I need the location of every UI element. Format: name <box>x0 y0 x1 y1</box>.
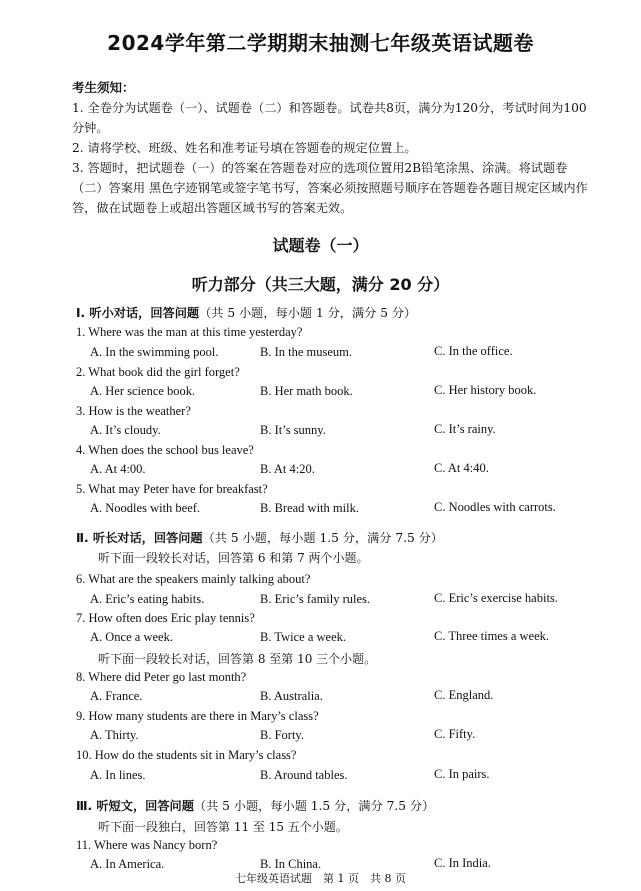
q11-option-c: C. In India. <box>434 856 491 870</box>
q9-option-a: A. Thirty. <box>90 728 139 742</box>
q8-option-b: B. Australia. <box>260 689 323 703</box>
q2-option-c: C. Her history book. <box>434 383 537 397</box>
q8-option-c: C. England. <box>434 688 494 702</box>
question-3: 3. How is the weather? <box>76 404 191 418</box>
q8-option-a: A. France. <box>90 689 143 703</box>
q11-option-b: B. In China. <box>260 857 322 871</box>
question-2: 2. What book did the girl forget? <box>76 365 240 379</box>
q9-option-c: C. Fifty. <box>434 727 476 741</box>
part-1-heading <box>76 304 416 321</box>
q10-option-a: A. In lines. <box>90 768 146 782</box>
part-3-instruction: 听下面一段独白，回答第 11 至 15 五个小题。 <box>98 820 348 834</box>
listening-title: 听力部分（共三大题，满分 20 分） <box>191 275 450 294</box>
q7-option-b: B. Twice a week. <box>260 630 347 644</box>
q6-option-b: B. Eric’s family rules. <box>260 592 371 606</box>
q3-option-c: C. It’s rainy. <box>434 422 496 436</box>
q11-option-a: A. In America. <box>90 857 165 871</box>
q4-option-b: B. At 4:20. <box>260 462 315 476</box>
question-1: 1. Where was the man at this time yesterday? <box>76 325 303 339</box>
part-2-label: Ⅱ. 听长对话，回答问题 <box>76 531 203 545</box>
page-footer: 七年级英语试题 第 1 页 共 8 页 <box>235 872 406 885</box>
q4-option-a: A. At 4:00. <box>90 462 146 476</box>
notice-line-1: 1. 全卷分为试题卷（一）、试题卷（二）和答题卷。试卷共8页，满分为120分，考试时间为100分钟。 <box>72 101 587 135</box>
part-2-score: （共 5 小题，每小题 1.5 分，满分 7.5 分） <box>202 531 443 545</box>
question-4: 4. When does the school bus leave? <box>76 443 254 457</box>
question-5: 5. What may Peter have for breakfast? <box>76 482 268 496</box>
q5-option-a: A. Noodles with beef. <box>90 501 201 515</box>
q6-option-c: C. Eric’s exercise habits. <box>434 591 558 605</box>
question-9: 9. How many students are there in Mary’s class? <box>76 709 319 723</box>
exam-title: 2024学年第二学期期末抽测七年级英语试题卷 <box>107 31 534 55</box>
q9-option-b: B. Forty. <box>260 728 304 742</box>
q4-option-c: C. At 4:40. <box>434 461 489 475</box>
part-3-score: （共 5 小题，每小题 1.5 分，满分 7.5 分） <box>193 799 435 813</box>
q5-option-c: C. Noodles with carrots. <box>434 500 556 514</box>
q10-option-c: C. In pairs. <box>434 767 490 781</box>
q1-option-b: B. In the museum. <box>260 345 353 359</box>
paper-title: 试题卷（一） <box>272 236 369 255</box>
q2-option-a: A. Her science book. <box>90 384 196 398</box>
question-11: 11. Where was Nancy born? <box>76 838 218 852</box>
q7-option-a: A. Once a week. <box>90 630 173 644</box>
q3-option-a: A. It’s cloudy. <box>90 423 161 437</box>
q1-option-c: C. In the office. <box>434 344 513 358</box>
part-1-score: （共 5 小题，每小题 1 分，满分 5 分） <box>199 306 417 320</box>
question-10: 10. How do the students sit in Mary’s class? <box>76 748 297 762</box>
part-2-instruction-1: 听下面一段较长对话，回答第 6 和第 7 两个小题。 <box>98 551 369 565</box>
part-3-label: Ⅲ. 听短文，回答问题 <box>76 799 194 813</box>
part-2-instruction-2: 听下面一段较长对话，回答第 8 至第 10 三个小题。 <box>98 652 377 666</box>
q5-option-b: B. Bread with milk. <box>260 501 359 515</box>
notice-line-2: 2. 请将学校、班级、姓名和准考证号填在答题卷的规定位置上。 <box>72 141 417 155</box>
question-6: 6. What are the speakers mainly talking about? <box>76 572 311 586</box>
question-7: 7. How often does Eric play tennis? <box>76 611 255 625</box>
notice-line-3: 3. 答题时，把试题卷（一）的答案在答题卷对应的选项位置用2B铅笔涂黑、涂满。将试题卷（二）答案用 黑色字迹钢笔或签字笔书写，答案必须按照题号顺序在答题卷各题目规定区域内作答，做在试题卷上或超出答题区域书写的答案无效。 <box>72 161 588 215</box>
q7-option-c: C. Three times a week. <box>434 629 550 643</box>
q1-option-a: A. In the swimming pool. <box>90 345 219 359</box>
part-1-label: Ⅰ. 听小对话，回答问题 <box>76 306 200 320</box>
part-2-heading <box>76 529 443 546</box>
q6-option-a: A. Eric’s eating habits. <box>90 592 205 606</box>
question-8: 8. Where did Peter go last month? <box>76 670 247 684</box>
q3-option-b: B. It’s sunny. <box>260 423 326 437</box>
part-3-heading <box>76 797 434 814</box>
notice-heading: 考生须知： <box>72 80 135 95</box>
q10-option-b: B. Around tables. <box>260 768 348 782</box>
notice-block <box>72 78 592 218</box>
q2-option-b: B. Her math book. <box>260 384 353 398</box>
